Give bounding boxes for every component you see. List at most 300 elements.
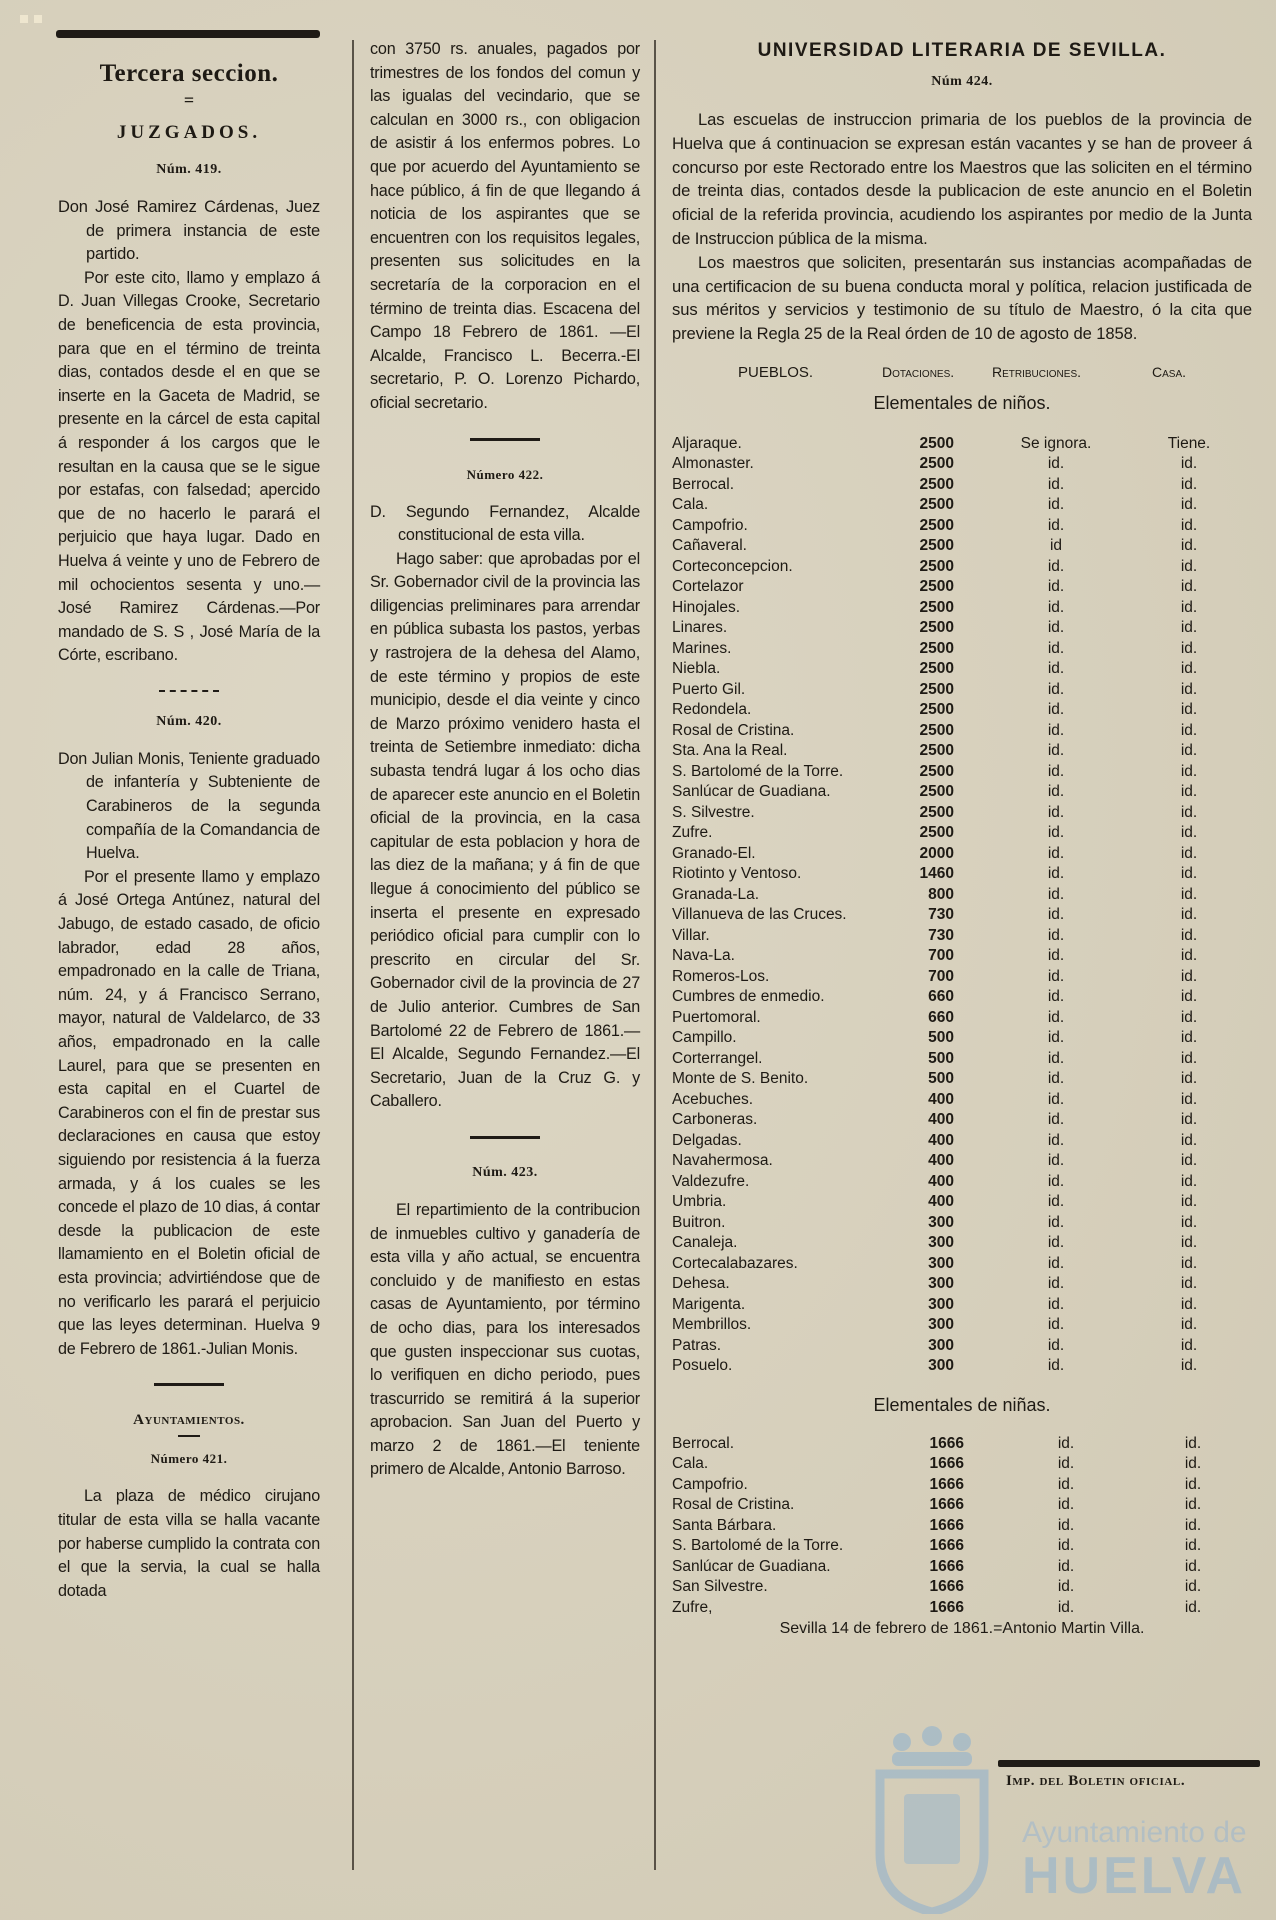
university-title: UNIVERSIDAD LITERARIA DE SEVILLA. — [757, 40, 1167, 61]
retribucion-cell: id. — [1057, 1598, 1075, 1616]
notice-heading: Don Julian Monis, Teniente graduado de infantería y Subteniente de Carabineros de la segunda compañía de la Comandancia de Huelva. — [58, 749, 320, 863]
table-row — [672, 823, 1252, 844]
pueblo-cell: Rosal de Cristina. — [672, 1496, 795, 1514]
table-row — [672, 1090, 1252, 1111]
subsection-title: JUZGADOS. — [116, 122, 262, 143]
pueblo-cell: Delgadas. — [672, 1131, 742, 1149]
table-row — [672, 741, 1252, 762]
table-row — [672, 844, 1252, 865]
pueblo-cell: Almonaster. — [672, 455, 754, 473]
retribucion-cell: id. — [1057, 1578, 1075, 1596]
casa-cell: id. — [1184, 1516, 1202, 1534]
retribucion-cell: id. — [1047, 1049, 1065, 1067]
casa-cell: id. — [1180, 1213, 1198, 1231]
retribucion-cell: id. — [1047, 1295, 1065, 1313]
table-row — [672, 1274, 1252, 1295]
retribucion-cell: id. — [1047, 1213, 1065, 1231]
table-row — [672, 967, 1252, 988]
notice-number: Número 422. — [466, 466, 544, 482]
section-divider: = — [183, 90, 195, 110]
notice-number: Núm. 423. — [472, 1164, 538, 1180]
pueblo-cell: Corterrangel. — [672, 1049, 763, 1067]
dotacion-cell: 2500 — [919, 762, 954, 780]
pueblo-cell: Corteconcepcion. — [672, 557, 793, 575]
dotacion-cell: 500 — [928, 1029, 954, 1047]
table-row — [672, 1233, 1252, 1254]
table-row — [672, 1192, 1252, 1213]
table-row — [672, 1254, 1252, 1275]
retribucion-cell: id. — [1057, 1557, 1075, 1575]
pueblo-cell: Valdezufre. — [672, 1172, 750, 1190]
table-row — [672, 1598, 1252, 1619]
notice-body: Hago saber: que aprobadas por el Sr. Gobernador civil de la provincia las diligencias preliminares para arrendar en pública subasta los pastos, yerbas y rastrojera de la dehesa del Alamo, de este término y propios de este municipio, desde el dia veinte y cinco de Marzo próximo venidero hasta el treinta de Setiembre inmediato: dicha subasta tendrá lugar á los ocho dias de aparecer este anuncio en el Boletin oficial de la provincia, en la casa capitular de esta poblacion y hora de las diez de la mañana; y á fin de que llegue á conocimiento del público se inserta el presente en expresado periódico oficial para cumplir con lo prescrito en circular del Sr. Gobernador civil de la provincia de 27 de Julio anterior. Cumbres de San Bartolomé 22 de Febrero de 1861.—El Alcalde, Segundo Fernandez.—El Secretario, Juan de la Cruz G. y Caballero. — [370, 549, 640, 1111]
dotacion-cell: 700 — [928, 947, 954, 965]
table-row — [672, 782, 1252, 803]
column-rule-left — [352, 40, 354, 1870]
notice-heading: Don José Ramirez Cárdenas, Juez de primera instancia de este partido. — [58, 198, 320, 264]
pueblo-cell: Sanlúcar de Guadiana. — [672, 783, 831, 801]
retribucion-cell: id. — [1047, 516, 1065, 534]
table-row — [672, 454, 1252, 475]
pueblo-cell: Aljaraque. — [672, 434, 742, 452]
pueblo-cell: Riotinto y Ventoso. — [672, 865, 802, 883]
dotacion-cell: 1666 — [929, 1496, 964, 1514]
pueblo-cell: S. Bartolomé de la Torre. — [672, 1537, 844, 1555]
table-row — [672, 475, 1252, 496]
retribucion-cell: id. — [1057, 1475, 1075, 1493]
casa-cell: id. — [1180, 578, 1198, 596]
retribucion-cell: id. — [1057, 1434, 1075, 1452]
dotacion-cell: 1666 — [929, 1557, 964, 1575]
retribucion-cell: id. — [1047, 455, 1065, 473]
pueblo-cell: S. Bartolomé de la Torre. — [672, 762, 844, 780]
retribucion-cell: id. — [1047, 1111, 1065, 1129]
notice-number: Núm. 419. — [156, 162, 222, 177]
dotacion-cell: 2500 — [919, 537, 954, 555]
pueblo-cell: Puertomoral. — [672, 1008, 761, 1026]
dotacion-cell: 1666 — [929, 1516, 964, 1534]
table-row — [672, 721, 1252, 742]
casa-cell: id. — [1180, 1131, 1198, 1149]
table-row — [672, 1475, 1252, 1496]
table-row — [672, 864, 1252, 885]
retribucion-cell: id. — [1047, 578, 1065, 596]
pueblo-cell: Zufre. — [672, 824, 713, 842]
casa-cell: id. — [1180, 1070, 1198, 1088]
table-row — [672, 1454, 1252, 1475]
pueblo-cell: Cortecalabazares. — [672, 1254, 798, 1272]
retribucion-cell: id. — [1047, 1357, 1065, 1375]
notice-body: Por este cito, llamo y emplazo á D. Juan Villegas Crooke, Secretario de beneficencia de esta provincia, para que en el término de treinta dias, contados desde el en que se inserte en la Gaceta de Madrid, se presente en la cárcel de esta capital á responder á los cargos que le resultan en la causa que se le sigue por estafas, con falsedad; apercido que de no hacerlo le parará el perjuicio que haya lugar. Dado en Huelva á veinte y uno de Febrero de mil ochocientos sesenta y uno.—José Ramirez Cárdenas.—Por mandado de S. S , José María de la Córte, escribano. — [58, 268, 320, 665]
table-row — [672, 1008, 1252, 1029]
retribucion-cell: id. — [1047, 660, 1065, 678]
retribucion-cell: id. — [1047, 557, 1065, 575]
pueblo-cell: Hinojales. — [672, 598, 741, 616]
casa-cell: id. — [1180, 1152, 1198, 1170]
pueblo-cell: Dehesa. — [672, 1275, 730, 1293]
notice-body: El repartimiento de la contribucion de inmuebles cultivo y ganadería de esta villa y año actual, se encuentra concluido y de manifiesto en estas casas de Ayuntamiento, por término de ocho dias, para los interesados que gusten inspeccionar sus cuotas, lo verifiquen en dicho periodo, pues trascurrido se remitirá á la superior aprobacion. San Juan del Puerto y marzo 2 de 1861.—El teniente primero de Alcalde, Antonio Barroso. — [370, 1200, 640, 1479]
notice-number: Núm. 420. — [156, 713, 222, 729]
dotacion-cell: 2500 — [919, 639, 954, 657]
retribucion-cell: id. — [1047, 1316, 1065, 1334]
table-row — [672, 680, 1252, 701]
pueblo-cell: Monte de S. Benito. — [672, 1070, 809, 1088]
pueblo-cell: Berrocal. — [672, 475, 735, 493]
pueblo-cell: Linares. — [672, 619, 728, 637]
table-row — [672, 1336, 1252, 1357]
table-row — [672, 1151, 1252, 1172]
casa-cell: id. — [1180, 721, 1198, 739]
retribucion-cell: id. — [1057, 1537, 1075, 1555]
table-row — [672, 1295, 1252, 1316]
casa-cell: id. — [1180, 701, 1198, 719]
dotacion-cell: 2500 — [919, 680, 954, 698]
retribucion-cell: id — [1049, 537, 1063, 555]
dotacion-cell: 2500 — [919, 660, 954, 678]
retribucion-cell: id. — [1047, 865, 1065, 883]
retribucion-cell: id. — [1047, 947, 1065, 965]
dotacion-cell: 700 — [928, 967, 954, 985]
header-casa: Casa. — [1152, 363, 1187, 380]
table-row — [672, 1536, 1252, 1557]
retribucion-cell: id. — [1047, 742, 1065, 760]
retribucion-cell: id. — [1047, 988, 1065, 1006]
retribucion-cell: id. — [1047, 926, 1065, 944]
casa-cell: id. — [1180, 742, 1198, 760]
middle-column — [370, 38, 640, 1482]
pueblo-cell: Rosal de Cristina. — [672, 721, 795, 739]
dotacion-cell: 400 — [928, 1152, 954, 1170]
retribucion-cell: id. — [1047, 1275, 1065, 1293]
table-row — [672, 1028, 1252, 1049]
dotacion-cell: 2500 — [919, 516, 954, 534]
pueblo-cell: San Silvestre. — [672, 1578, 768, 1596]
dotacion-cell: 2500 — [919, 434, 954, 452]
pueblo-cell: Buitron. — [672, 1213, 726, 1231]
casa-cell: id. — [1180, 1234, 1198, 1252]
retribucion-cell: id. — [1057, 1516, 1075, 1534]
retribucion-cell: id. — [1047, 1152, 1065, 1170]
casa-cell: id. — [1180, 1316, 1198, 1334]
dotacion-cell: 300 — [928, 1254, 954, 1272]
casa-cell: id. — [1180, 1295, 1198, 1313]
section-top-bar — [56, 30, 320, 38]
pueblo-cell: Santa Bárbara. — [672, 1516, 777, 1534]
casa-cell: id. — [1180, 967, 1198, 985]
casa-cell: id. — [1180, 619, 1198, 637]
table-row — [672, 762, 1252, 783]
section-title: Tercera seccion. — [99, 60, 279, 87]
dotacion-cell: 400 — [928, 1090, 954, 1108]
table-row — [672, 905, 1252, 926]
casa-cell: id. — [1180, 1275, 1198, 1293]
pueblo-cell: Nava-La. — [672, 947, 735, 965]
table-row — [672, 639, 1252, 660]
table-row — [672, 1495, 1252, 1516]
dotacion-cell: 1666 — [929, 1578, 964, 1596]
dotacion-cell: 2500 — [919, 475, 954, 493]
header-pueblos: PUEBLOS. — [738, 363, 814, 381]
pueblo-cell: Berrocal. — [672, 1434, 735, 1452]
retribucion-cell: id. — [1047, 680, 1065, 698]
scan-marks — [20, 15, 42, 23]
dotacion-cell: 1460 — [919, 865, 954, 883]
casa-cell: id. — [1180, 988, 1198, 1006]
casa-cell: id. — [1180, 783, 1198, 801]
pueblo-cell: Campofrio. — [672, 516, 748, 534]
casa-cell: id. — [1184, 1578, 1202, 1596]
header-retribuciones: Retribuciones. — [992, 363, 1082, 380]
casa-cell: id. — [1180, 1357, 1198, 1375]
dotacion-cell: 2500 — [919, 455, 954, 473]
table-row — [672, 536, 1252, 557]
casa-cell: id. — [1180, 496, 1198, 514]
table-row — [672, 1213, 1252, 1234]
pueblo-cell: Marigenta. — [672, 1295, 746, 1313]
ayuntamientos-title: Ayuntamientos. — [133, 1412, 245, 1429]
casa-cell: id. — [1184, 1537, 1202, 1555]
casa-cell: id. — [1180, 1172, 1198, 1190]
imprint-block — [998, 1760, 1260, 1790]
dotacion-cell: 2500 — [919, 721, 954, 739]
retribucion-cell: id. — [1057, 1496, 1075, 1514]
watermark-line1: Ayuntamiento de — [1022, 1816, 1247, 1849]
dotacion-cell: 2500 — [919, 496, 954, 514]
retribucion-cell: id. — [1047, 783, 1065, 801]
casa-cell: id. — [1180, 475, 1198, 493]
dotacion-cell: 300 — [928, 1234, 954, 1252]
group-title-ninos: Elementales de niños. — [873, 392, 1051, 413]
casa-cell: id. — [1180, 865, 1198, 883]
table-row — [672, 557, 1252, 578]
casa-cell: id. — [1180, 680, 1198, 698]
dotacion-cell: 730 — [928, 906, 954, 924]
retribucion-cell: Se ignora. — [1020, 434, 1092, 452]
casa-cell: id. — [1180, 1090, 1198, 1108]
pueblo-cell: Niebla. — [672, 660, 721, 678]
casa-cell: id. — [1180, 455, 1198, 473]
retribucion-cell: id. — [1047, 1254, 1065, 1272]
pueblo-cell: Navahermosa. — [672, 1152, 773, 1170]
table-rows-ninos — [672, 434, 1252, 1377]
dotacion-cell: 300 — [928, 1336, 954, 1354]
dotacion-cell: 730 — [928, 926, 954, 944]
pueblo-cell: Romeros-Los. — [672, 967, 770, 985]
pueblo-cell: Patras. — [672, 1336, 722, 1354]
dotacion-cell: 400 — [928, 1172, 954, 1190]
table-row — [672, 700, 1252, 721]
pueblo-cell: S. Silvestre. — [672, 803, 755, 821]
pueblo-cell: Cumbres de enmedio. — [672, 988, 825, 1006]
casa-cell: id. — [1180, 1049, 1198, 1067]
retribucion-cell: id. — [1047, 598, 1065, 616]
retribucion-cell: id. — [1047, 1029, 1065, 1047]
pueblo-cell: Villar. — [672, 926, 710, 944]
divider — [178, 1435, 200, 1437]
table-row — [672, 803, 1252, 824]
retribucion-cell: id. — [1047, 803, 1065, 821]
casa-cell: id. — [1180, 660, 1198, 678]
table-row — [672, 946, 1252, 967]
casa-cell: id. — [1184, 1598, 1202, 1616]
dotacion-cell: 300 — [928, 1295, 954, 1313]
retribucion-cell: id. — [1047, 967, 1065, 985]
group-title-ninas: Elementales de niñas. — [873, 1394, 1051, 1415]
casa-cell: id. — [1180, 598, 1198, 616]
casa-cell: id. — [1180, 885, 1198, 903]
table-row — [672, 1172, 1252, 1193]
dotacion-cell: 400 — [928, 1193, 954, 1211]
pueblo-cell: Canaleja. — [672, 1234, 738, 1252]
pueblo-cell: Sanlúcar de Guadiana. — [672, 1557, 831, 1575]
casa-cell: id. — [1180, 1008, 1198, 1026]
casa-cell: id. — [1180, 803, 1198, 821]
casa-cell: id. — [1180, 1111, 1198, 1129]
pueblo-cell: Acebuches. — [672, 1090, 753, 1108]
notice-body-continued: con 3750 rs. anuales, pagados por trimestres de los fondos del comun y las igualas del vecindario, que se calculan en 3000 rs., con obligacion de asistir á los enfermos pobres. Lo que por acuerdo del Ayuntamiento se hace público, á fin de que llegando á noticia de los aspirantes que se encuentren con los requisitos legales, presenten sus solicitudes en la secretaría de la corporacion en el término de treinta dias. Escacena del Campo 18 Febrero de 1861. —El Alcalde, Francisco L. Becerra.-El secretario, P. O. Lorenzo Pichardo, oficial secretario. — [370, 40, 640, 412]
archive-watermark — [862, 1724, 1247, 1914]
pueblo-cell: Villanueva de las Cruces. — [672, 906, 847, 924]
retribucion-cell: id. — [1047, 885, 1065, 903]
retribucion-cell: id. — [1047, 1008, 1065, 1026]
table-row — [672, 1069, 1252, 1090]
imprint-bar — [998, 1760, 1260, 1767]
pueblo-cell: Cala. — [672, 1455, 709, 1473]
casa-cell: id. — [1184, 1434, 1202, 1452]
retribucion-cell: id. — [1047, 639, 1065, 657]
retribucion-cell: id. — [1047, 906, 1065, 924]
pueblo-cell: Puerto Gil. — [672, 680, 746, 698]
notice-heading: D. Segundo Fernandez, Alcalde constitucional de esta villa. — [370, 502, 640, 545]
pueblo-cell: Cala. — [672, 496, 709, 514]
table-rows-ninas — [672, 1434, 1252, 1619]
dotacion-cell: 1666 — [929, 1475, 964, 1493]
signature: Sevilla 14 de febrero de 1861.=Antonio Martin Villa. — [779, 1620, 1145, 1638]
table-row — [672, 1110, 1252, 1131]
pueblo-cell: Marines. — [672, 639, 732, 657]
dotacion-cell: 660 — [928, 1008, 954, 1026]
table-row — [672, 516, 1252, 537]
casa-cell: id. — [1180, 1336, 1198, 1354]
notice-number: Número 421. — [150, 1451, 228, 1467]
dotacion-cell: 1666 — [929, 1598, 964, 1616]
table-row — [672, 1557, 1252, 1578]
casa-cell: id. — [1180, 762, 1198, 780]
pueblo-cell: Zufre, — [672, 1598, 713, 1616]
retribucion-cell: id. — [1047, 1070, 1065, 1088]
table-row — [672, 618, 1252, 639]
table-row — [672, 1315, 1252, 1336]
dotacion-cell: 2500 — [919, 783, 954, 801]
retribucion-cell: id. — [1047, 475, 1065, 493]
retribucion-cell: id. — [1047, 762, 1065, 780]
dotacion-cell: 300 — [928, 1275, 954, 1293]
table-row — [672, 1049, 1252, 1070]
table-header — [672, 364, 1252, 381]
casa-cell: id. — [1180, 1029, 1198, 1047]
pueblo-cell: Campofrio. — [672, 1475, 748, 1493]
notice-body: La plaza de médico cirujano titular de esta villa se halla vacante por haberse cumplido la contrata con el que la servia, la cual se halla dotada — [58, 1487, 320, 1600]
retribucion-cell: id. — [1047, 1172, 1065, 1190]
dotacion-cell: 1666 — [929, 1434, 964, 1452]
casa-cell: id. — [1180, 1254, 1198, 1272]
retribucion-cell: id. — [1057, 1455, 1075, 1473]
table-row — [672, 659, 1252, 680]
retribucion-cell: id. — [1047, 1090, 1065, 1108]
header-dotaciones: Dotaciones. — [882, 363, 955, 380]
casa-cell: id. — [1180, 906, 1198, 924]
dotacion-cell: 400 — [928, 1111, 954, 1129]
table-row — [672, 1577, 1252, 1598]
left-column — [58, 30, 320, 1603]
dotacion-cell: 660 — [928, 988, 954, 1006]
table-row — [672, 926, 1252, 947]
casa-cell: id. — [1180, 557, 1198, 575]
notice-body: Por el presente llamo y emplazo á José Ortega Antúnez, natural del Jabugo, de estado casado, de oficio labrador, edad 28 años, empadronado en la calle de Triana, núm. 24, y á Francisco Serrano, mayor, natural de Valdelarco, de 33 años, empadronado en la calle Laurel, para que se presenten en esta capital en el Cuartel de Carabineros con el fin de prestar sus declaraciones en causa que estoy siguiendo por resistencia á la fuerza armada, y á los cuales se les concede el plazo de 10 dias, á contar desde la publicacion de este llamamiento en el Boletin oficial de esta provincia; advirtiéndose que de no verificarlo les parará el perjuicio que las leyes determinan. Huelva 9 de Febrero de 1861.-Julian Monis. — [58, 867, 320, 1358]
casa-cell: id. — [1180, 947, 1198, 965]
casa-cell: id. — [1180, 639, 1198, 657]
table-row — [672, 434, 1252, 455]
pueblo-cell: Granado-El. — [672, 844, 756, 862]
dotacion-cell: 2500 — [919, 742, 954, 760]
retribucion-cell: id. — [1047, 496, 1065, 514]
retribucion-cell: id. — [1047, 701, 1065, 719]
pueblo-cell: Cortelazor — [672, 578, 744, 596]
dotacion-cell: 2500 — [919, 803, 954, 821]
casa-cell: id. — [1180, 824, 1198, 842]
dotacion-cell: 300 — [928, 1316, 954, 1334]
pueblo-cell: Umbria. — [672, 1193, 727, 1211]
retribucion-cell: id. — [1047, 1193, 1065, 1211]
imprint-text: Imp. del Boletin oficial. — [1006, 1773, 1186, 1789]
casa-cell: id. — [1180, 844, 1198, 862]
retribucion-cell: id. — [1047, 1336, 1065, 1354]
table-row — [672, 987, 1252, 1008]
divider — [159, 690, 219, 692]
retribucion-cell: id. — [1047, 1234, 1065, 1252]
casa-cell: id. — [1184, 1557, 1202, 1575]
casa-cell: id. — [1180, 926, 1198, 944]
dotacion-cell: 1666 — [929, 1537, 964, 1555]
dotacion-cell: 2500 — [919, 557, 954, 575]
table-row — [672, 577, 1252, 598]
retribucion-cell: id. — [1047, 844, 1065, 862]
dotacion-cell: 500 — [928, 1070, 954, 1088]
casa-cell: id. — [1184, 1455, 1202, 1473]
dotacion-cell: 400 — [928, 1131, 954, 1149]
retribucion-cell: id. — [1047, 1131, 1065, 1149]
divider — [470, 1136, 540, 1139]
casa-cell: id. — [1180, 1193, 1198, 1211]
casa-cell: id. — [1184, 1496, 1202, 1514]
notice-paragraph: Los maestros que soliciten, presentarán sus instancias acompañadas de una certificacion de su buena conducta moral y política, relacion justificada de sus méritos y servicios y testimonio de su título de Maestro, ó la cita que previene la Regla 25 de la Real órden de 10 de agosto de 1858. — [672, 252, 1252, 344]
divider — [154, 1383, 224, 1386]
retribucion-cell: id. — [1047, 721, 1065, 739]
table-row — [672, 598, 1252, 619]
table-row — [672, 1516, 1252, 1537]
dotacion-cell: 300 — [928, 1357, 954, 1375]
pueblo-cell: Campillo. — [672, 1029, 737, 1047]
pueblo-cell: Redondela. — [672, 701, 752, 719]
notice-paragraph: Las escuelas de instruccion primaria de los pueblos de la provincia de Huelva que á continuacion se expresan están vacantes y se han de proveer á concurso por este Rectorado entre los Maestros que las soliciten en el término de treinta dias, contados desde la publicacion de este anuncio en el Boletin oficial de la referida provincia, acudiendo los aspirantes por medio de la Junta de Instruccion pública de la misma. — [672, 110, 1252, 248]
watermark-line2: HUELVA — [1022, 1847, 1247, 1905]
pueblo-cell: Cañaveral. — [672, 537, 747, 555]
table-row — [672, 1434, 1252, 1455]
pueblo-cell: Posuelo. — [672, 1357, 733, 1375]
casa-cell: id. — [1180, 516, 1198, 534]
dotacion-cell: 2500 — [919, 578, 954, 596]
table-row — [672, 495, 1252, 516]
